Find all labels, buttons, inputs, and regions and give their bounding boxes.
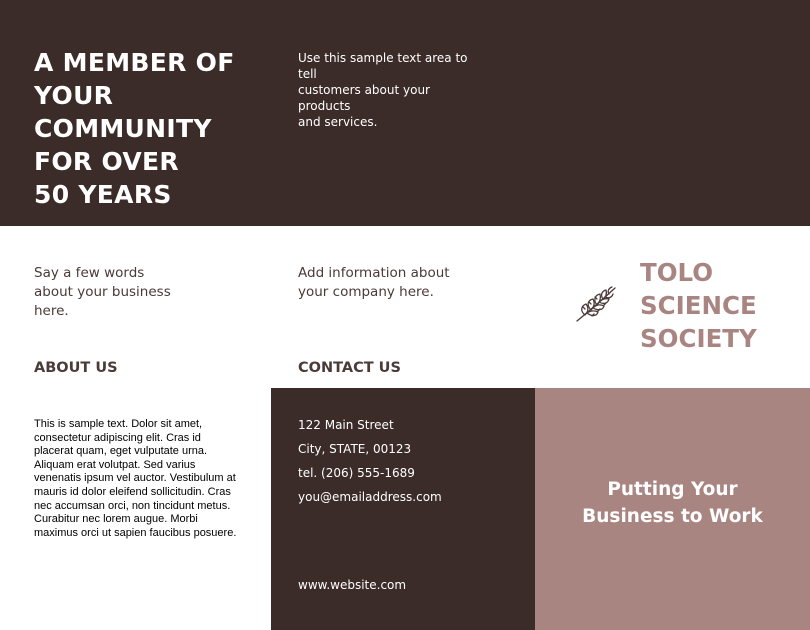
headline-line: 50 YEARS <box>34 180 172 209</box>
sample-text-line: consectetur adipiscing elit. Cras id <box>34 431 201 444</box>
company-note-line: your company here. <box>298 284 434 300</box>
company-note <box>298 264 468 302</box>
about-us-heading: ABOUT US <box>34 360 118 376</box>
sample-text-line: venenatis ipsum vel auctor. Vestibulum at <box>34 472 236 485</box>
tagline-line: Putting Your <box>607 479 738 500</box>
intro-line: and services. <box>298 115 378 129</box>
headline-line: COMMUNITY <box>34 114 212 143</box>
intro-text <box>298 50 478 130</box>
about-sample-text <box>34 418 244 540</box>
sample-text-line: Aliquam erat volutpat. Sed varius <box>34 458 196 471</box>
sample-text-line: This is sample text. Dolor sit amet, <box>34 418 203 430</box>
sample-text-line: Curabitur nec lorem augue. Morbi <box>34 513 198 526</box>
tagline-panel <box>535 388 810 630</box>
contact-street: 122 Main Street <box>298 418 394 432</box>
sample-text-line: placerat quam, eget vulputate urna. <box>34 445 208 458</box>
business-note-line: about your business <box>34 284 171 300</box>
logo-name-line: SCIENCE <box>640 291 757 320</box>
contact-city: City, STATE, 00123 <box>298 442 412 456</box>
sample-text-line: maximus orci ut sapien faucibus posuere. <box>34 526 237 539</box>
headline-line: FOR OVER <box>34 147 179 176</box>
intro-line: customers about your products <box>298 83 430 113</box>
contact-phone: tel. (206) 555-1689 <box>298 466 415 480</box>
business-note-line: here. <box>34 303 69 319</box>
headline <box>34 46 264 211</box>
tagline <box>535 476 810 530</box>
headline-line: YOUR <box>34 81 114 110</box>
sample-text-line: mauris id dolor eleifend sollicitudin. Cras <box>34 485 231 498</box>
sample-text-line: nec accumsan orci, non tincidunt metus. <box>34 499 231 512</box>
contact-us-heading: CONTACT US <box>298 360 401 376</box>
tagline-line: Business to Work <box>582 506 763 527</box>
business-note <box>34 264 184 321</box>
headline-line: A MEMBER OF <box>34 48 235 77</box>
company-note-line: Add information about <box>298 265 450 281</box>
leaf-sprig-icon <box>574 284 620 326</box>
contact-panel <box>271 388 535 630</box>
contact-email: you@emailaddress.com <box>298 490 442 504</box>
intro-line: Use this sample text area to tell <box>298 51 468 81</box>
logo-name-line: SOCIETY <box>640 324 757 353</box>
contact-website: www.website.com <box>298 578 407 592</box>
logo-name <box>640 256 800 355</box>
logo-name-line: TOLO <box>640 258 714 287</box>
business-note-line: Say a few words <box>34 265 145 281</box>
